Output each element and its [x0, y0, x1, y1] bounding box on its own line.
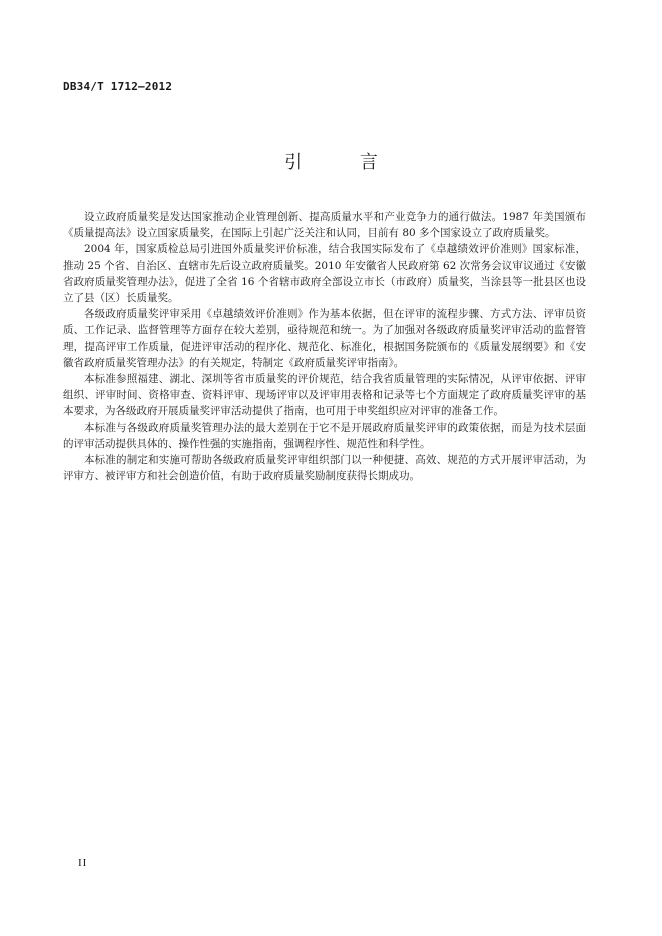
document-body — [63, 209, 586, 484]
page-title: 引 言 — [284, 152, 404, 173]
paragraph: 各级政府质量奖评审采用《卓越绩效评价准则》作为基本依据，但在评审的流程步骤、方式方法、评审员资质、工作记录、监督管理等方面存在较大差别，亟待规范和统一。为了加强对各级政府质量奖评审活动的监督管理，提高评审工作质量，促进评审活动的程序化、规范化、标准化，根据国务院颁布的《质量发展纲要》和《安徽省政府质量奖管理办法》的有关规定，特制定《政府质量奖评审指南》。 — [63, 308, 586, 369]
paragraph: 2004 年，国家质检总局引进国外质量奖评价标准，结合我国实际发布了《卓越绩效评价准则》国家标准，推动 25 个省、自治区、直辖市先后设立政府质量奖。2010 年安徽省人民政府第 62 次常务会议审议通过《安徽省政府质量奖管理办法》，促进了全省 16 个省辖市政府全部设立市长（市政府）质量奖，当涂县等一批县区也设立了县（区）长质量奖。 — [63, 243, 586, 305]
standard-code: DB34/T 1712—2012 — [63, 80, 173, 93]
page-number: II — [78, 857, 88, 869]
paragraph: 设立政府质量奖是发达国家推动企业管理创新、提高质量水平和产业竞争力的通行做法。1987 年美国颁布《质量提高法》设立国家质量奖，在国际上引起广泛关注和认同，目前有 80 多个国家设立了政府质量奖。 — [63, 211, 586, 240]
paragraph: 本标准的制定和实施可帮助各级政府质量奖评审组织部门以一种便捷、高效、规范的方式开展评审活动，为评审方、被评审方和社会创造价值，有助于政府质量奖励制度获得长期成功。 — [63, 454, 586, 483]
paragraph: 本标准与各级政府质量奖管理办法的最大差别在于它不是开展政府质量奖评审的政策依据，而是为技术层面的评审活动提供具体的、操作性强的实施指南，强调程序性、规范性和科学性。 — [63, 421, 586, 450]
paragraph: 本标准参照福建、湖北、深圳等省市质量奖的评价规范，结合我省质量管理的实际情况，从评审依据、评审组织、评审时间、资格审查、资料评审、现场评审以及评审用表格和记录等七个方面规定了政府质量奖评审的基本要求，为各级政府开展质量奖评审活动提供了指南，也可用于申奖组织应对评审的准备工作。 — [63, 373, 586, 418]
